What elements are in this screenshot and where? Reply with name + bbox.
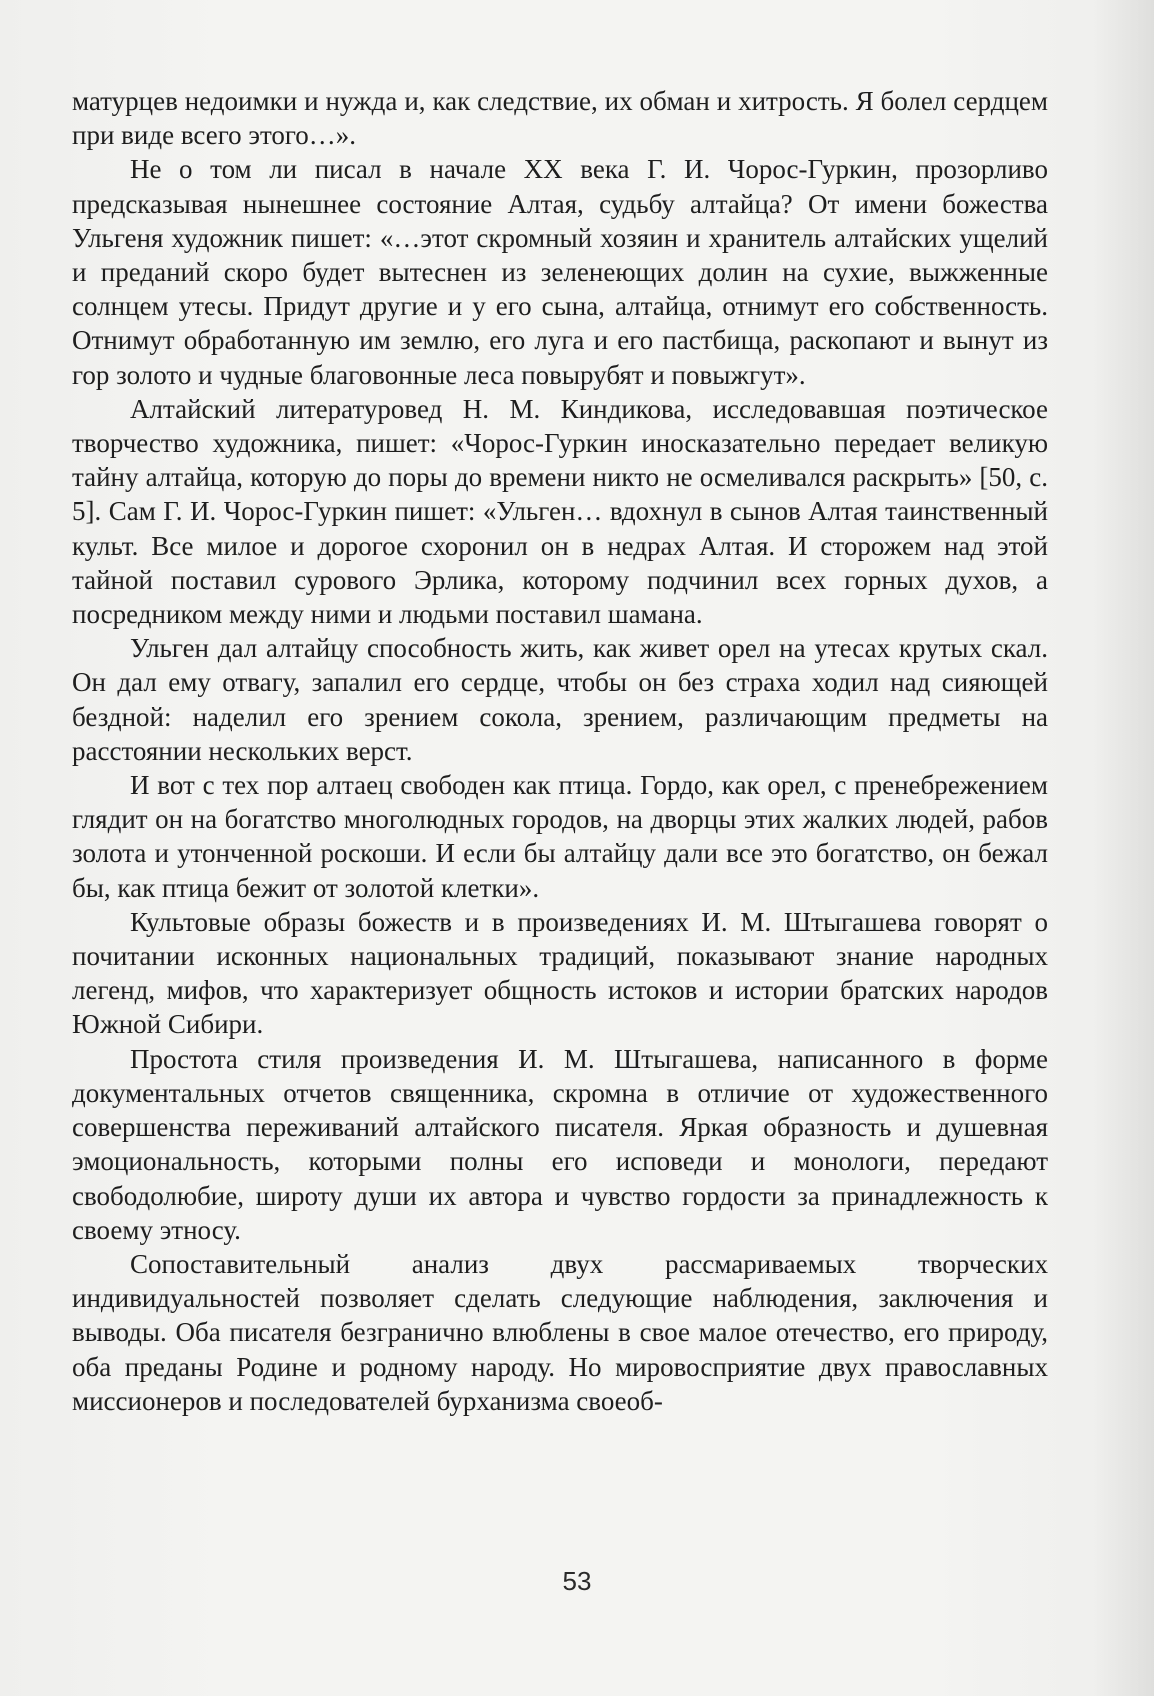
paragraph-5: И вот с тех пор алтаец свободен как птица. Гордо, как орел, с пренебрежением глядит он на богатство многолюдных городов, на дворцы этих жалких людей, рабов золота и утонченной роскоши. И если бы алтайцу дали все это богатство, он бежал бы, как птица бежит от золотой клетки». [72,770,1048,903]
paragraph-6: Культовые образы божеств и в произведениях И. М. Штыгашева говорят о почитании исконных национальных традиций, показывают знание народных легенд, мифов, что характеризует общность истоков и истории братских народов Южной Сибири. [72,906,1048,1040]
paragraph-1: матурцев недоимки и нужда и, как следствие, их обман и хитрость. Я болел сердцем при виде всего этого…». [72,86,1048,151]
paragraph-7: Простота стиля произведения И. М. Штыгашева, написанного в форме документальных отчетов священника, скромна в отличие от художественного совершенства переживаний алтайского писателя. Яркая образность и душевная эмоциональность, которыми полны его исповеди и монологи, передают свободолюбие, широту души их автора и чувство гордости за принадлежность к своему этносу. [72,1043,1048,1245]
paragraph-4: Ульген дал алтайцу способность жить, как живет орел на утесах крутых скал. Он дал ему отвагу, запалил его сердце, чтобы он без страха ходил над сияющей бездной: наделил его зрением сокола, зрением, различающим предметы на расстоянии нескольких верст. [72,633,1048,766]
paragraph-2: Не о том ли писал в начале XX века Г. И. Чорос-Гуркин, прозорливо предсказывая нынешнее состояние Алтая, судьбу алтайца? От имени божества Ульгеня художник пишет: «…этот скромный хозяин и хранитель алтайских ущелий и преданий скоро будет вытеснен из зеленеющих долин на сухие, выжженные солнцем утесы. Придут другие и у его сына, алтайца, отнимут его собственность. Отнимут обработанную им землю, его луга и его пастбища, раскопают и вынут из гор золото и чудные благовонные леса повырубят и повыжгут». [72,154,1048,390]
paragraph-3: Алтайский литературовед Н. М. Киндикова, исследовавшая поэтическое творчество художника, пишет: «Чорос-Гуркин иносказательно передает великую тайну алтайца, которую до поры до времени никто не осмеливался раскрыть» [50, с. 5]. Сам Г. И. Чорос-Гуркин пишет: «Ульген… вдохнул в сынов Алтая таинственный культ. Все милое и дорогое схоронил он в недрах Алтая. И сторожем над этой тайной поставил сурового Эрлика, которому подчинил всех горных духов, а посредником между ними и людьми поставил шамана. [72,393,1048,630]
body-text [72,84,1048,1418]
page-number: 53 [562,1566,592,1596]
paragraph-8: Сопоставительный анализ двух рассмариваемых творческих индивидуальностей позволяет сделать следующие наблюдения, заключения и выводы. Оба писателя безгранично влюблены в свое малое отечество, его природу, оба преданы Родине и родному народу. Но мировосприятие двух православных миссионеров и последователей бурханизма своеоб- [72,1248,1048,1416]
page-edge-shadow [1094,0,1154,1696]
